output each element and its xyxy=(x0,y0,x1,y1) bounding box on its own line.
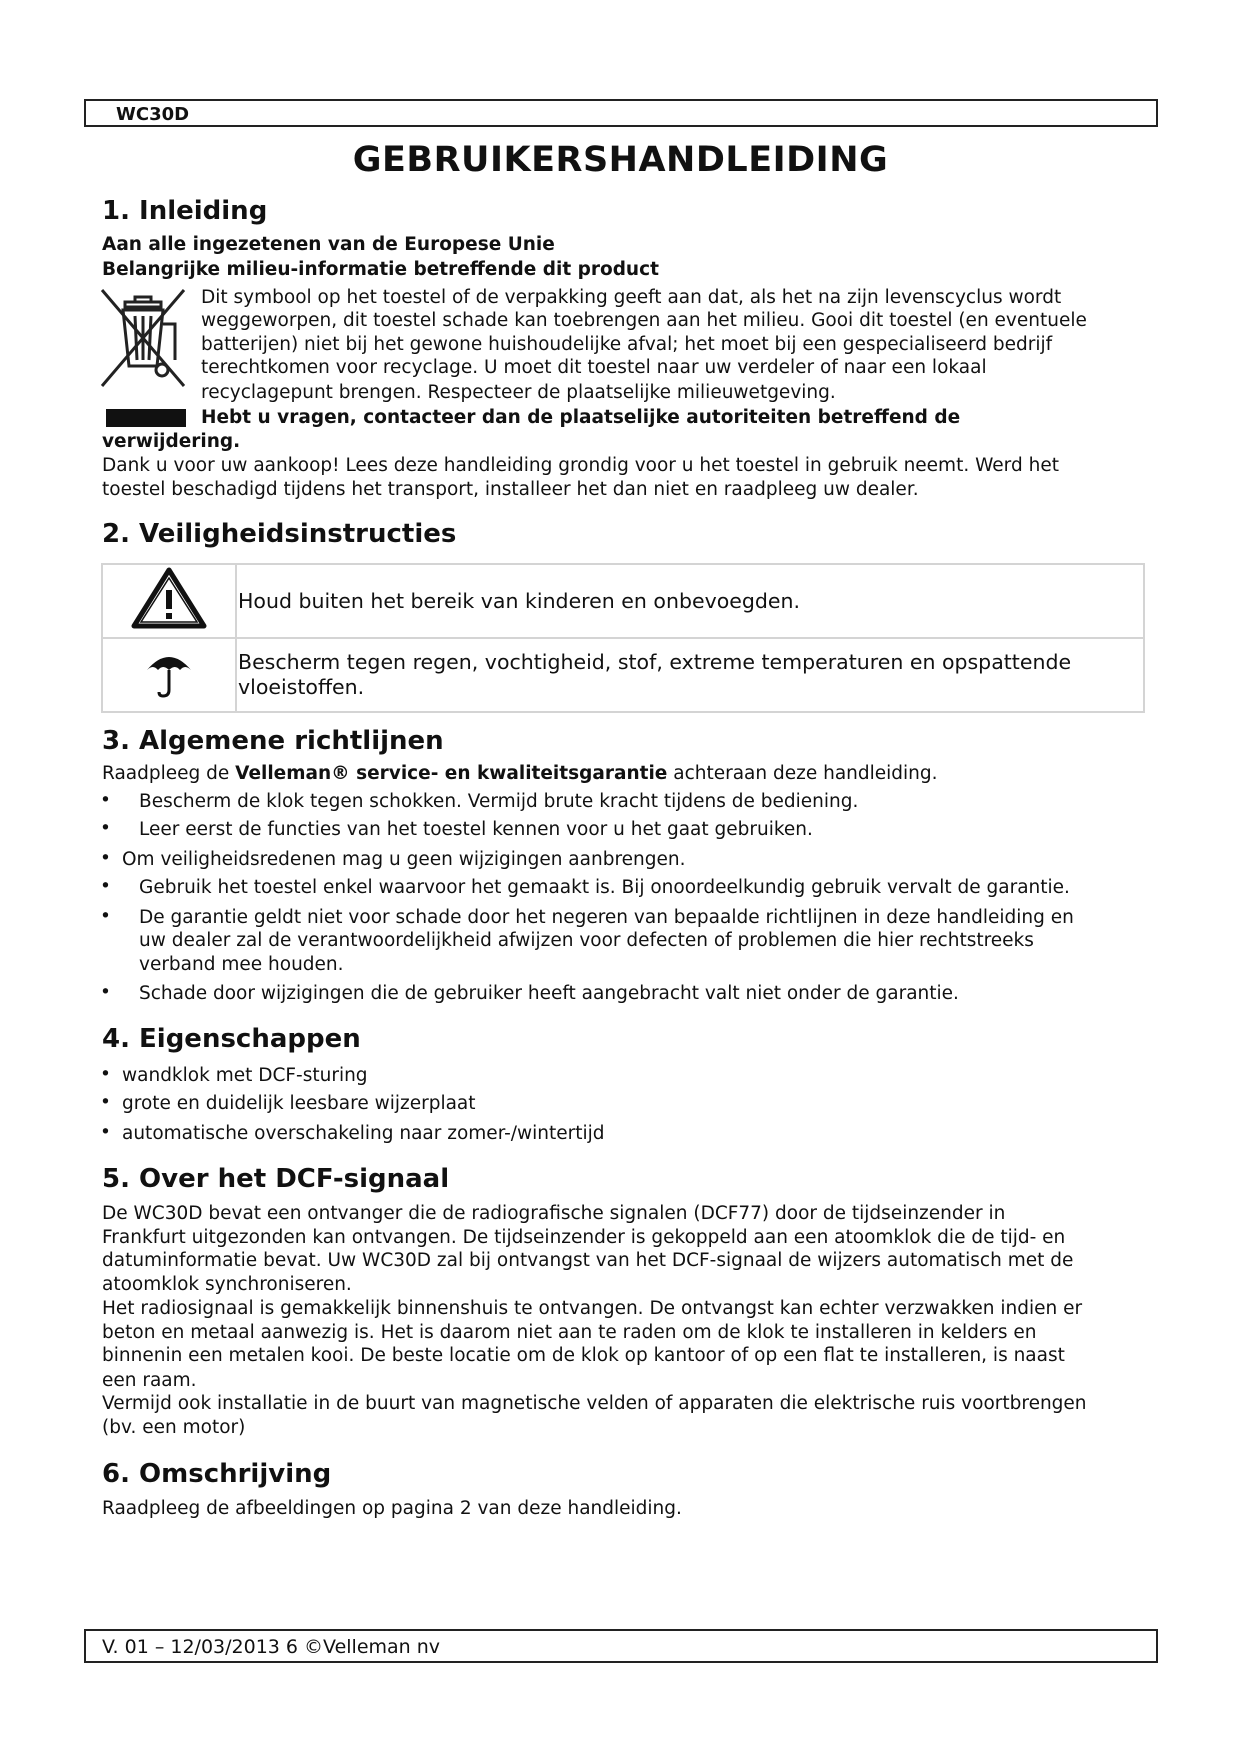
safety-text-2: vloeistoffen. xyxy=(238,675,365,699)
description-text: Raadpleeg de afbeeldingen op pagina 2 van deze handleiding. xyxy=(102,1498,682,1519)
contact-authorities-line: Hebt u vragen, contacteer dan de plaatselijke autoriteiten betreffend de xyxy=(201,407,961,428)
weee-text-line: weggeworpen, dit toestel schade kan toebrengen aan het milieu. Gooi dit toestel (en eventuele xyxy=(201,310,1087,331)
bullet: • xyxy=(100,790,111,811)
safety-row xyxy=(102,638,1144,712)
guideline-item: Leer eerst de functies van het toestel kennen voor u het gaat gebruiken. xyxy=(139,819,813,840)
dcf-text-line: een raam. xyxy=(102,1370,197,1391)
footer-text: V. 01 – 12/03/2013 6 ©Velleman nv xyxy=(102,1636,441,1658)
safety-text: Houd buiten het bereik van kinderen en onbevoegden. xyxy=(238,588,800,613)
section-4-heading: 4. Eigenschappen xyxy=(102,1024,361,1054)
warning-triangle-icon xyxy=(131,566,207,630)
safety-text: Bescherm tegen regen, vochtigheid, stof, extreme temperaturen en opspattende xyxy=(238,650,1072,674)
dcf-text-line: binnenin een metalen kooi. De beste locatie om de klok op kantoor of op een flat te installeren, is naast xyxy=(102,1345,1065,1366)
bullet: • xyxy=(100,818,111,839)
model-label: WC30D xyxy=(116,104,190,125)
section-6-heading: 6. Omschrijving xyxy=(102,1459,332,1489)
weee-underbar xyxy=(106,409,186,427)
weee-text-line: batterijen) niet bij het gewone huishoudelijke afval; het moet bij een gespecialiseerd bedrijf xyxy=(201,334,1053,355)
environment-info-heading: Belangrijke milieu-informatie betreffende dit product xyxy=(102,259,659,280)
bullet: • xyxy=(100,1122,111,1143)
dcf-text-line: (bv. een motor) xyxy=(102,1417,246,1438)
feature-item: grote en duidelijk leesbare wijzerplaat xyxy=(122,1093,476,1114)
bullet: • xyxy=(100,1092,111,1113)
feature-item: wandklok met DCF-sturing xyxy=(122,1065,368,1086)
dcf-text-line: Frankfurt uitgezonden kan ontvangen. De tijdseinzender is gekoppeld aan een atoomklok die de tijd- en xyxy=(102,1227,1066,1248)
safety-text-cell xyxy=(236,564,1144,638)
guideline-item: Gebruik het toestel enkel waarvoor het gemaakt is. Bij onoordeelkundig gebruik vervalt de garantie. xyxy=(139,877,1070,898)
feature-item: automatische overschakeling naar zomer-/wintertijd xyxy=(122,1123,605,1144)
weee-crossed-bin-icon xyxy=(100,288,186,390)
header-box xyxy=(84,99,1158,127)
section-2-heading: 2. Veiligheidsinstructies xyxy=(102,519,457,549)
guideline-item: Om veiligheidsredenen mag u geen wijzigingen aanbrengen. xyxy=(122,849,686,870)
bullet: • xyxy=(100,982,111,1003)
guideline-item: Bescherm de klok tegen schokken. Vermijd brute kracht tijdens de bediening. xyxy=(139,791,859,812)
thanks-line-2: toestel beschadigd tijdens het transport, installeer het dan niet en raadpleeg uw dealer. xyxy=(102,479,919,500)
guideline-item-cont: verband mee houden. xyxy=(139,954,344,975)
dcf-text-line: beton en metaal aanwezig is. Het is daarom niet aan te raden om de klok te installeren in kelders en xyxy=(102,1322,1037,1343)
umbrella-icon xyxy=(145,646,193,698)
section-3-heading: 3. Algemene richtlijnen xyxy=(102,726,444,756)
dcf-text-line: Het radiosignaal is gemakkelijk binnenshuis te ontvangen. De ontvangst kan echter verzwakken indien er xyxy=(102,1298,1083,1319)
bullet: • xyxy=(100,876,111,897)
guideline-item-cont: uw dealer zal de verantwoordelijkheid afwijzen voor defecten of problemen die hier rechtstreeks xyxy=(139,930,1034,951)
contact-authorities-line-2: verwijdering. xyxy=(102,431,241,452)
guideline-item: De garantie geldt niet voor schade door het negeren van bepaalde richtlijnen in deze handleiding en xyxy=(139,907,1074,928)
dcf-text-line: datuminformatie bevat. Uw WC30D zal bij ontvangst van het DCF-signaal de wijzers automatisch met de xyxy=(102,1250,1074,1271)
page-title: GEBRUIKERSHANDLEIDING xyxy=(352,140,889,180)
weee-text-line: Dit symbool op het toestel of de verpakking geeft aan dat, als het na zijn levenscyclus wordt xyxy=(201,287,1062,308)
bullet: • xyxy=(100,1064,111,1085)
weee-text-line: terechtkomen voor recyclage. U moet dit toestel naar uw verdeler of naar een lokaal xyxy=(201,357,987,378)
section-1-heading: 1. Inleiding xyxy=(102,196,268,226)
thanks-line: Dank u voor uw aankoop! Lees deze handleiding grondig voor u het toestel in gebruik neemt. Werd het xyxy=(102,455,1059,476)
guideline-item: Schade door wijzigingen die de gebruiker heeft aangebracht valt niet onder de garantie. xyxy=(139,983,959,1004)
weee-text-line: recyclagepunt brengen. Respecteer de plaatselijke milieuwetgeving. xyxy=(201,382,836,403)
safety-row xyxy=(102,564,1144,638)
dcf-text-line: atoomklok synchroniseren. xyxy=(102,1274,352,1295)
bullet: • xyxy=(100,906,111,927)
section-5-heading: 5. Over het DCF-signaal xyxy=(102,1164,450,1194)
dcf-text-line: De WC30D bevat een ontvanger die de radiografische signalen (DCF77) door de tijdseinzender in xyxy=(102,1203,1006,1224)
safety-icon-cell xyxy=(102,564,236,638)
guarantee-reference: Raadpleeg de Velleman® service- en kwaliteitsgarantie achteraan deze handleiding. xyxy=(102,763,938,784)
bullet: • xyxy=(100,848,111,869)
dcf-text-line: Vermijd ook installatie in de buurt van magnetische velden of apparaten die elektrische ruis voortbrengen xyxy=(102,1393,1087,1414)
footer-box xyxy=(84,1629,1158,1663)
eu-residents-heading: Aan alle ingezetenen van de Europese Unie xyxy=(102,234,555,255)
safety-text-cell xyxy=(236,638,1144,712)
safety-icon-cell xyxy=(102,638,236,712)
safety-table xyxy=(101,563,1145,713)
